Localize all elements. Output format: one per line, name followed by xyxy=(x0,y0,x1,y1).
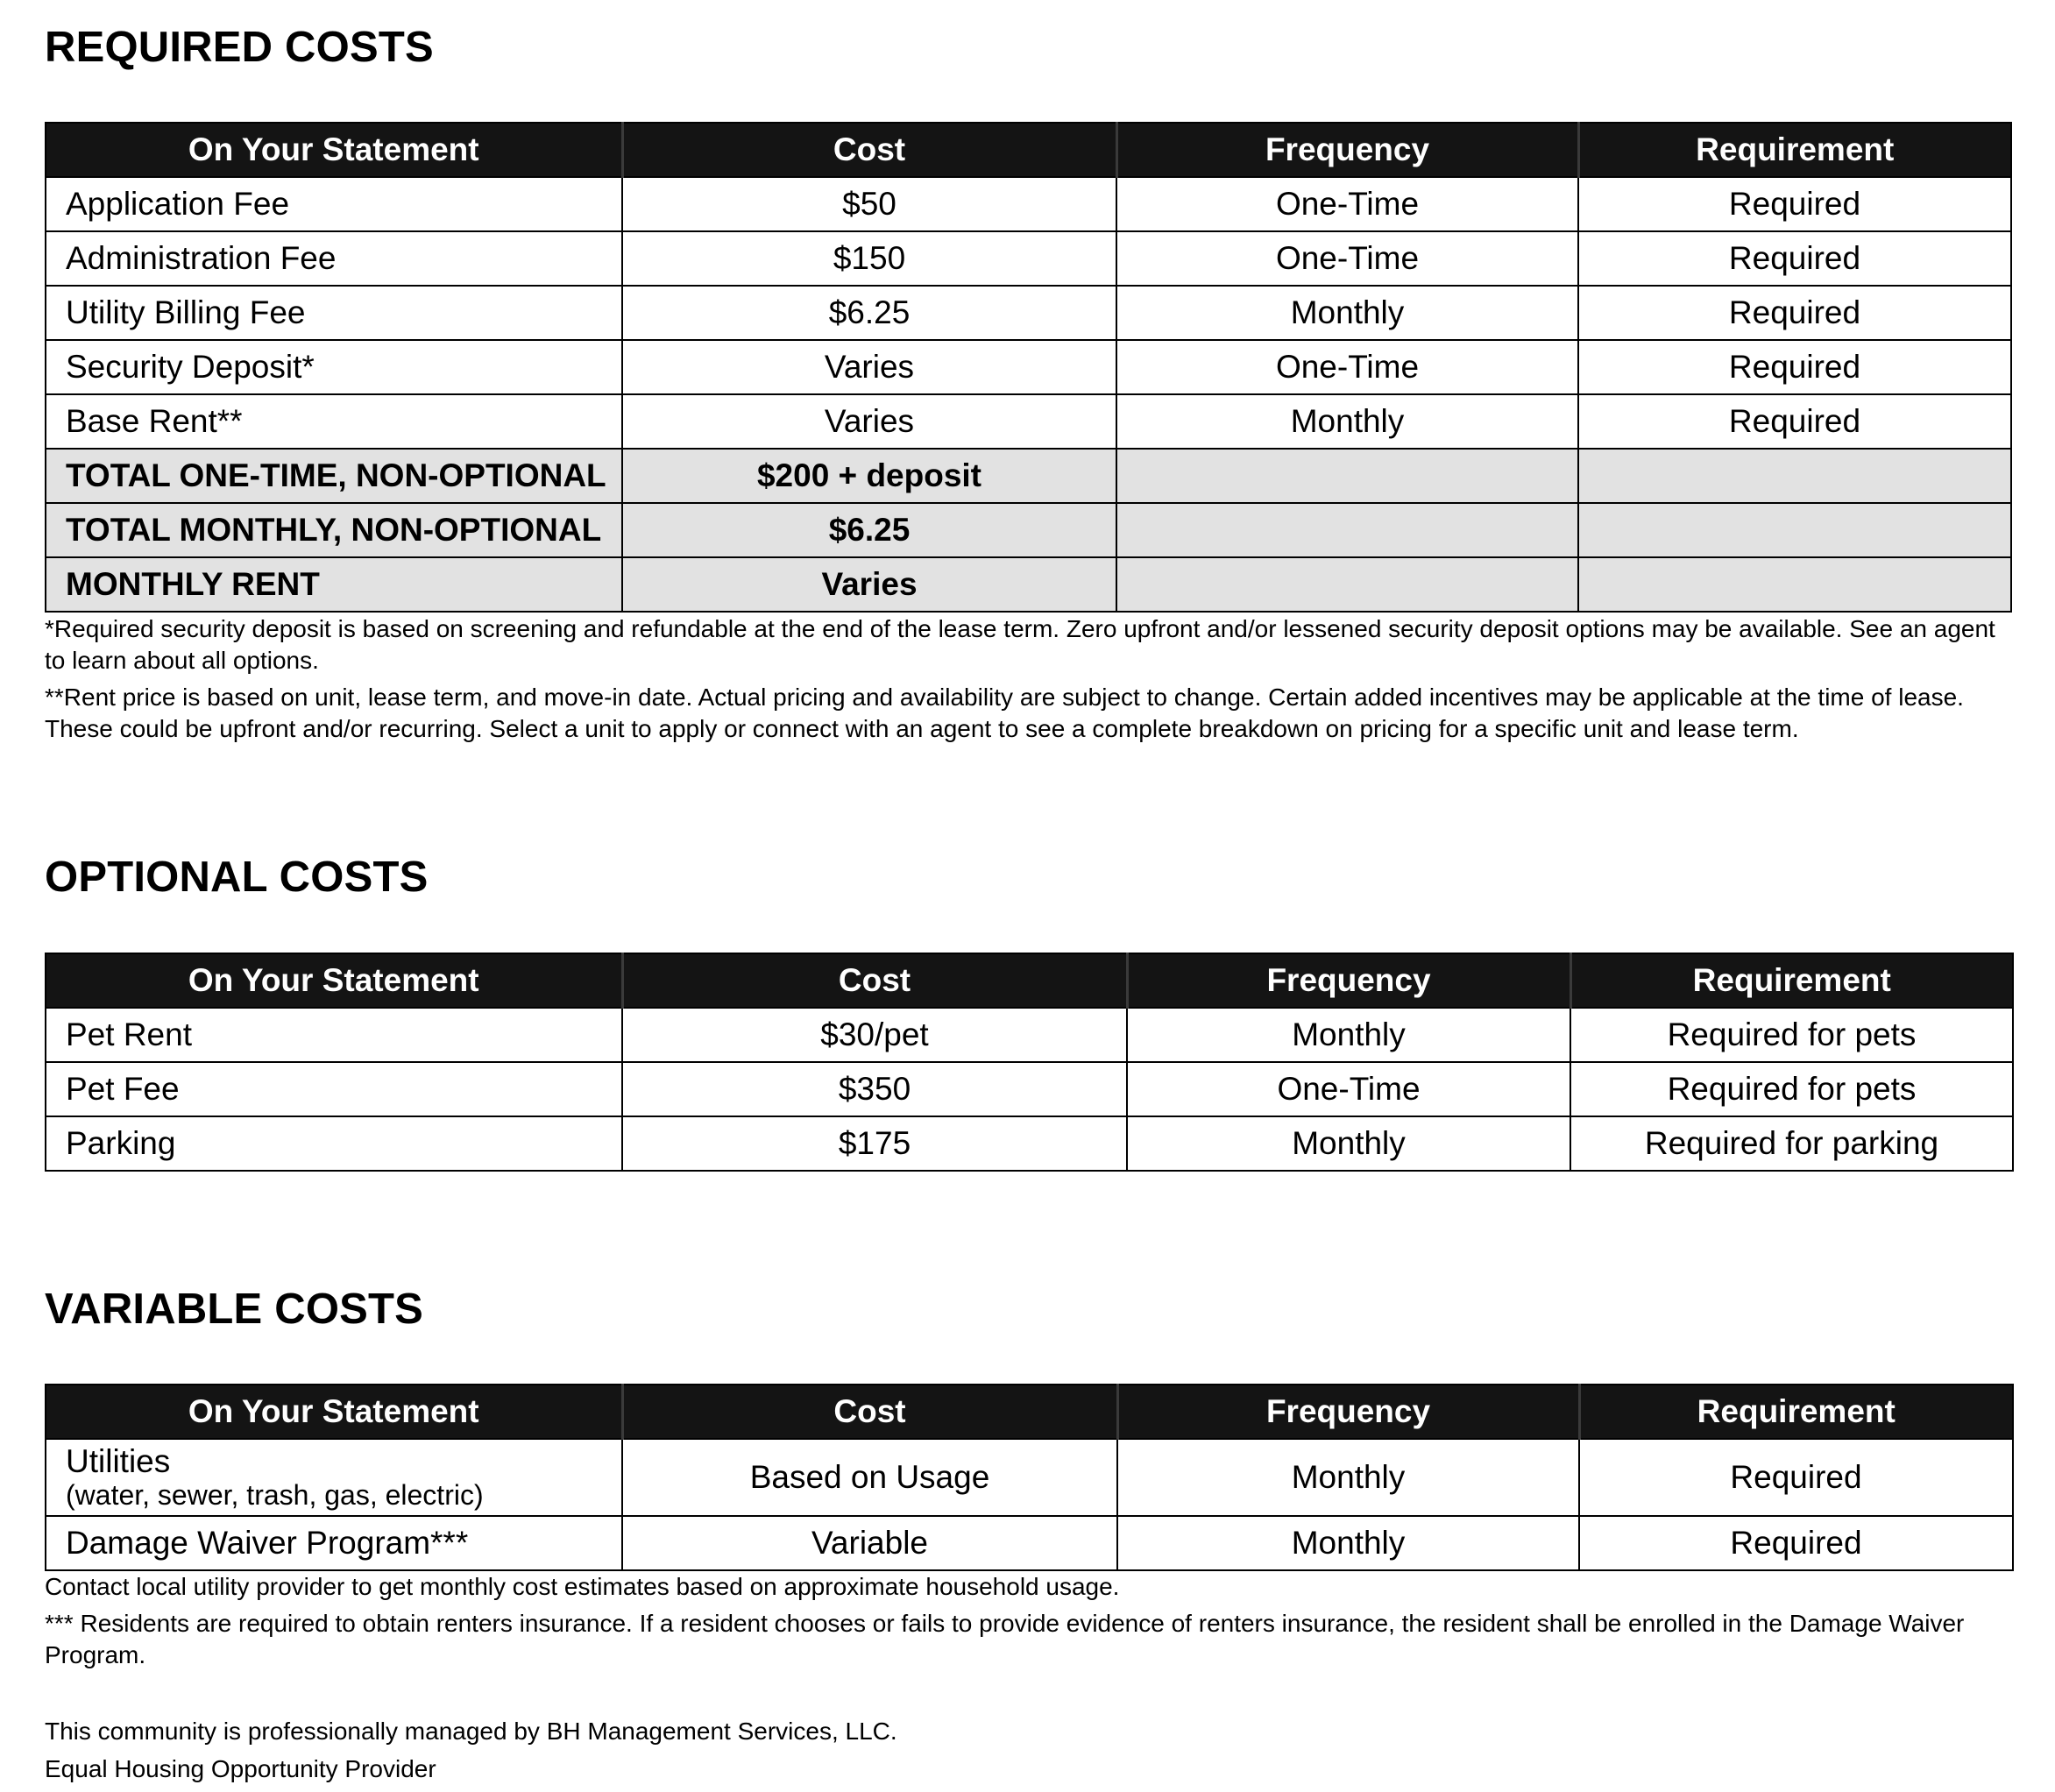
row-requirement: Required for parking xyxy=(1570,1116,2013,1171)
column-header-statement: On Your Statement xyxy=(46,953,622,1008)
table-row xyxy=(46,177,2011,231)
row-item: Base Rent** xyxy=(46,394,622,449)
row-item: Application Fee xyxy=(46,177,622,231)
row-cost: $30/pet xyxy=(622,1008,1127,1062)
row-requirement: Required xyxy=(1578,340,2011,394)
row-cost: $6.25 xyxy=(622,286,1116,340)
row-cost: Varies xyxy=(622,340,1116,394)
total-row xyxy=(46,503,2011,557)
table-row xyxy=(46,231,2011,286)
row-item: Administration Fee xyxy=(46,231,622,286)
row-requirement: Required xyxy=(1578,231,2011,286)
total-empty-cell xyxy=(1116,557,1578,612)
total-item: TOTAL MONTHLY, NON-OPTIONAL xyxy=(46,503,622,557)
row-item: Security Deposit* xyxy=(46,340,622,394)
row-item: Utility Billing Fee xyxy=(46,286,622,340)
column-header-requirement: Requirement xyxy=(1579,1385,2013,1439)
column-header-frequency: Frequency xyxy=(1116,123,1578,177)
total-item: TOTAL ONE-TIME, NON-OPTIONAL xyxy=(46,449,622,503)
variable-costs-table xyxy=(45,1384,2014,1571)
column-header-statement: On Your Statement xyxy=(46,123,622,177)
row-frequency: Monthly xyxy=(1116,394,1578,449)
row-requirement: Required for pets xyxy=(1570,1008,2013,1062)
security-deposit-footnote: *Required security deposit is based on screening and refundable at the end of the lease term. Zero upfront and/or lessened security deposit options may be available. See an agent to learn about all options. xyxy=(45,615,1995,674)
table-row xyxy=(46,340,2011,394)
row-item: Damage Waiver Program*** xyxy=(46,1516,622,1570)
table-row xyxy=(46,1516,2013,1570)
row-frequency: Monthly xyxy=(1117,1439,1579,1516)
row-frequency: Monthly xyxy=(1117,1516,1579,1570)
table-row xyxy=(46,1008,2013,1062)
table-row xyxy=(46,1439,2013,1516)
column-header-frequency: Frequency xyxy=(1117,1385,1579,1439)
row-cost: $350 xyxy=(622,1062,1127,1116)
row-item: Parking xyxy=(46,1116,622,1171)
management-statement: This community is professionally managed by BH Management Services, LLC. xyxy=(45,1718,897,1745)
row-item: Pet Fee xyxy=(46,1062,622,1116)
total-empty-cell xyxy=(1116,503,1578,557)
total-row xyxy=(46,557,2011,612)
column-header-frequency: Frequency xyxy=(1127,953,1570,1008)
row-cost: Based on Usage xyxy=(622,1439,1117,1516)
utilities-sublabel: (water, sewer, trash, gas, electric) xyxy=(66,1479,484,1511)
rent-price-footnote: **Rent price is based on unit, lease term, and move-in date. Actual pricing and availability are subject to change. Certain added incentives may be applicable at the time of lease. These could be upfront and/or recurring. Select a unit to apply or connect with an agent to see a complete breakdown on pricing for a specific unit and lease term. xyxy=(45,684,1964,742)
table-header-row xyxy=(46,953,2013,1008)
row-cost: Varies xyxy=(622,394,1116,449)
table-row xyxy=(46,1116,2013,1171)
total-cost: $6.25 xyxy=(622,503,1116,557)
row-frequency: Monthly xyxy=(1127,1008,1570,1062)
row-frequency: One-Time xyxy=(1116,231,1578,286)
row-item: Pet Rent xyxy=(46,1008,622,1062)
column-header-requirement: Requirement xyxy=(1570,953,2013,1008)
row-requirement: Required xyxy=(1578,394,2011,449)
equal-housing-statement: Equal Housing Opportunity Provider xyxy=(45,1755,436,1782)
column-header-requirement: Requirement xyxy=(1578,123,2011,177)
total-empty-cell xyxy=(1116,449,1578,503)
row-cost: $175 xyxy=(622,1116,1127,1171)
required-costs-title: REQUIRED COSTS xyxy=(45,24,434,71)
row-requirement: Required for pets xyxy=(1570,1062,2013,1116)
row-frequency: One-Time xyxy=(1116,177,1578,231)
variable-costs-title: VARIABLE COSTS xyxy=(45,1286,424,1333)
utility-estimate-note: Contact local utility provider to get monthly cost estimates based on approximate household usage. xyxy=(45,1573,1120,1600)
total-empty-cell xyxy=(1578,503,2011,557)
total-cost: $200 + deposit xyxy=(622,449,1116,503)
column-header-cost: Cost xyxy=(622,123,1116,177)
total-row xyxy=(46,449,2011,503)
damage-waiver-footnote: *** Residents are required to obtain renters insurance. If a resident chooses or fails to provide evidence of renters insurance, the resident shall be enrolled in the Damage Waiver Program. xyxy=(45,1610,1965,1668)
row-frequency: Monthly xyxy=(1127,1116,1570,1171)
utilities-label: Utilities xyxy=(66,1443,171,1479)
row-item xyxy=(46,1439,622,1516)
total-item: MONTHLY RENT xyxy=(46,557,622,612)
column-header-cost: Cost xyxy=(622,953,1127,1008)
table-row xyxy=(46,286,2011,340)
row-frequency: One-Time xyxy=(1127,1062,1570,1116)
table-row xyxy=(46,1062,2013,1116)
row-requirement: Required xyxy=(1579,1516,2013,1570)
optional-costs-table xyxy=(45,953,2014,1172)
row-frequency: One-Time xyxy=(1116,340,1578,394)
table-header-row xyxy=(46,1385,2013,1439)
row-cost: $150 xyxy=(622,231,1116,286)
row-frequency: Monthly xyxy=(1116,286,1578,340)
total-empty-cell xyxy=(1578,449,2011,503)
row-cost: $50 xyxy=(622,177,1116,231)
row-requirement: Required xyxy=(1578,177,2011,231)
total-cost: Varies xyxy=(622,557,1116,612)
row-requirement: Required xyxy=(1578,286,2011,340)
column-header-statement: On Your Statement xyxy=(46,1385,622,1439)
table-header-row xyxy=(46,123,2011,177)
table-row xyxy=(46,394,2011,449)
total-empty-cell xyxy=(1578,557,2011,612)
row-cost: Variable xyxy=(622,1516,1117,1570)
column-header-cost: Cost xyxy=(622,1385,1117,1439)
optional-costs-title: OPTIONAL COSTS xyxy=(45,854,429,901)
row-requirement: Required xyxy=(1579,1439,2013,1516)
required-costs-table xyxy=(45,122,2012,613)
